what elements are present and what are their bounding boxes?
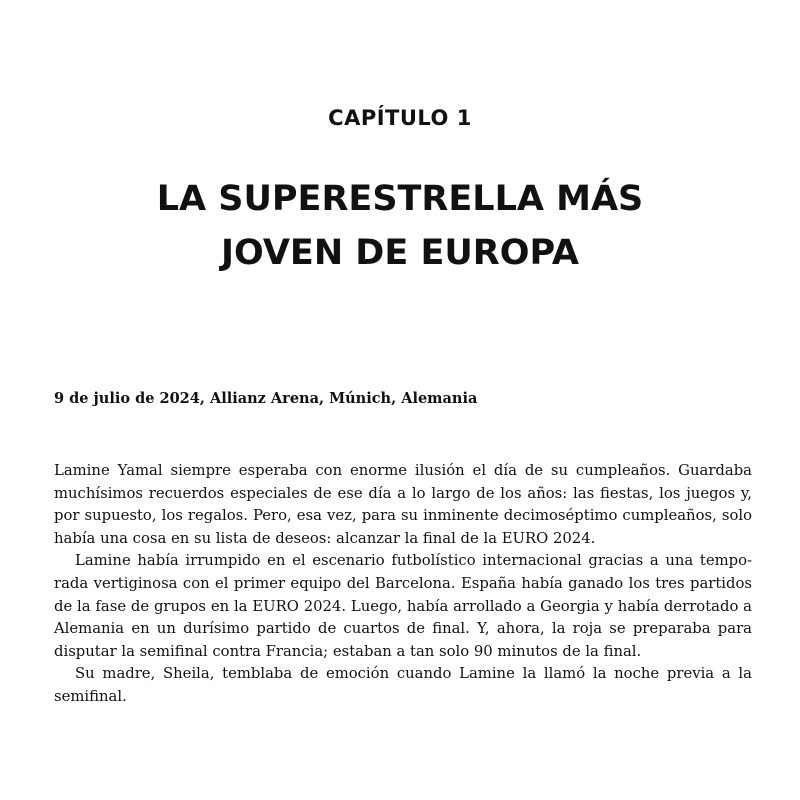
paragraph-1: Lamine Yamal siempre esperaba con enorme ilusión el día de su cumpleaños. Guardaba muchísimos recuerdos especiales de ese día a lo largo de los años: las fiestas, los juegos y, por supuesto, los regalos. Pero, esa vez, para su inminente decimoséptimo cumpleaños, solo había una cosa en su lista de deseos: alcanzar la final de la EURO 2024. (54, 462, 752, 547)
paragraph-2: Lamine había irrumpido en el escenario futbolístico internacional gracias a una temporada vertiginosa con el primer equipo del Barcelona. España había ganado los tres partidos de la fase de grupos en la EURO 2024. Luego, había arrollado a Georgia y había derrotado a Alemania en un durísimo partido de cuartos de final. Y, ahora, la roja se preparaba para disputar la semifinal contra Francia; estaban a tan solo 90 minutos de la final. (54, 552, 752, 660)
dateline: 9 de julio de 2024, Allianz Arena, Múnich, Alemania (54, 390, 478, 407)
chapter-title (0, 172, 800, 280)
chapter-title-line-1: LA SUPERESTRELLA MÁS (156, 179, 644, 219)
body-text (54, 460, 752, 709)
paragraph-3: Su madre, Sheila, temblaba de emoción cuando Lamine la llamó la noche previa a la semifinal. (54, 665, 752, 705)
chapter-title-line-2: JOVEN DE EUROPA (220, 233, 579, 273)
chapter-label: CAPÍTULO 1 (328, 106, 472, 130)
